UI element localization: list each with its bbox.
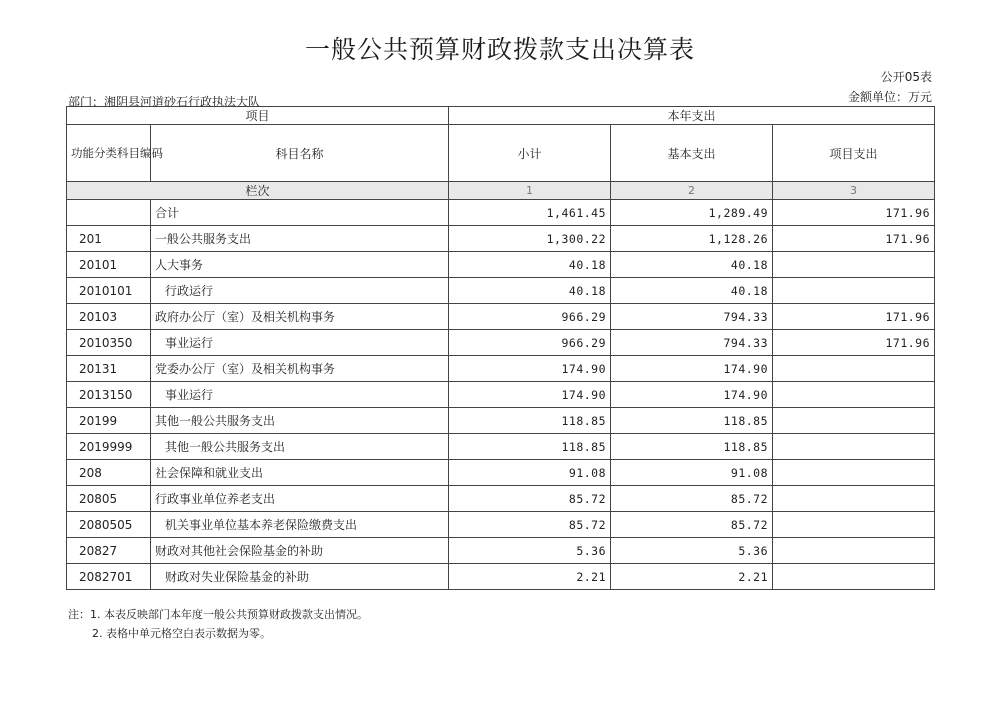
cell-basic: 174.90	[611, 382, 773, 408]
table-row	[67, 200, 935, 226]
header-project: 项目	[67, 107, 449, 125]
cell-code: 20101	[67, 252, 151, 278]
cell-basic: 40.18	[611, 278, 773, 304]
header-column-index: 栏次	[67, 182, 449, 200]
cell-code: 20805	[67, 486, 151, 512]
cell-code: 20131	[67, 356, 151, 382]
header-subtotal: 小计	[449, 125, 611, 182]
cell-project	[773, 512, 935, 538]
cell-code	[67, 200, 151, 226]
cell-name: 其他一般公共服务支出	[151, 434, 449, 460]
cell-name: 其他一般公共服务支出	[151, 408, 449, 434]
cell-code: 201	[67, 226, 151, 252]
cell-basic: 118.85	[611, 434, 773, 460]
cell-basic: 91.08	[611, 460, 773, 486]
cell-code: 208	[67, 460, 151, 486]
header-idx-3: 3	[773, 182, 935, 200]
cell-total: 1,461.45	[449, 200, 611, 226]
cell-code: 2010350	[67, 330, 151, 356]
cell-project	[773, 382, 935, 408]
table-row	[67, 512, 935, 538]
table-row	[67, 356, 935, 382]
cell-name: 社会保障和就业支出	[151, 460, 449, 486]
header-func-code: 功能分类科目编码	[67, 125, 151, 182]
cell-project: 171.96	[773, 226, 935, 252]
table-row	[67, 330, 935, 356]
cell-name: 事业运行	[151, 382, 449, 408]
cell-total: 966.29	[449, 304, 611, 330]
header-subject-name: 科目名称	[151, 125, 449, 182]
cell-basic: 1,128.26	[611, 226, 773, 252]
cell-code: 20103	[67, 304, 151, 330]
cell-code: 20199	[67, 408, 151, 434]
cell-total: 40.18	[449, 278, 611, 304]
table-row	[67, 304, 935, 330]
cell-code: 20827	[67, 538, 151, 564]
table-row	[67, 486, 935, 512]
cell-project	[773, 278, 935, 304]
cell-basic: 2.21	[611, 564, 773, 590]
table-row	[67, 460, 935, 486]
header-basic: 基本支出	[611, 125, 773, 182]
cell-project	[773, 434, 935, 460]
cell-basic: 794.33	[611, 330, 773, 356]
cell-project	[773, 486, 935, 512]
table-row	[67, 382, 935, 408]
cell-project	[773, 356, 935, 382]
cell-project	[773, 460, 935, 486]
cell-project: 171.96	[773, 200, 935, 226]
cell-name: 政府办公厅（室）及相关机构事务	[151, 304, 449, 330]
cell-project	[773, 252, 935, 278]
amount-unit: 金额单位：万元	[847, 90, 932, 104]
cell-basic: 174.90	[611, 356, 773, 382]
cell-total: 85.72	[449, 486, 611, 512]
cell-total: 40.18	[449, 252, 611, 278]
table-row	[67, 564, 935, 590]
cell-name: 人大事务	[151, 252, 449, 278]
cell-name: 事业运行	[151, 330, 449, 356]
table-row	[67, 278, 935, 304]
cell-total: 5.36	[449, 538, 611, 564]
note-2: 2. 表格中单元格空白表示数据为零。	[92, 627, 271, 640]
header-idx-2: 2	[611, 182, 773, 200]
header-row-index	[67, 182, 935, 200]
cell-total: 2.21	[449, 564, 611, 590]
cell-total: 966.29	[449, 330, 611, 356]
cell-name: 合计	[151, 200, 449, 226]
table-row	[67, 434, 935, 460]
cell-project	[773, 408, 935, 434]
cell-basic: 5.36	[611, 538, 773, 564]
header-row-1	[67, 107, 935, 125]
cell-name: 党委办公厅（室）及相关机构事务	[151, 356, 449, 382]
header-row-2	[67, 125, 935, 182]
expenditure-table	[66, 106, 935, 590]
cell-project	[773, 564, 935, 590]
table-row	[67, 252, 935, 278]
cell-total: 174.90	[449, 382, 611, 408]
cell-basic: 118.85	[611, 408, 773, 434]
page-title: 一般公共预算财政拨款支出决算表	[304, 35, 695, 64]
cell-code: 2010101	[67, 278, 151, 304]
header-idx-1: 1	[449, 182, 611, 200]
header-project-exp: 项目支出	[773, 125, 935, 182]
cell-project: 171.96	[773, 304, 935, 330]
cell-project	[773, 538, 935, 564]
cell-basic: 85.72	[611, 512, 773, 538]
cell-total: 1,300.22	[449, 226, 611, 252]
cell-total: 118.85	[449, 408, 611, 434]
note-1: 注：1. 本表反映部门本年度一般公共预算财政拨款支出情况。	[68, 608, 368, 621]
cell-name: 行政事业单位养老支出	[151, 486, 449, 512]
cell-basic: 794.33	[611, 304, 773, 330]
cell-code: 2080505	[67, 512, 151, 538]
notes	[68, 605, 368, 643]
header-current-year: 本年支出	[449, 107, 935, 125]
cell-total: 174.90	[449, 356, 611, 382]
cell-total: 85.72	[449, 512, 611, 538]
cell-name: 一般公共服务支出	[151, 226, 449, 252]
cell-basic: 40.18	[611, 252, 773, 278]
cell-total: 118.85	[449, 434, 611, 460]
table-row	[67, 226, 935, 252]
table-row	[67, 408, 935, 434]
cell-name: 财政对其他社会保险基金的补助	[151, 538, 449, 564]
cell-project: 171.96	[773, 330, 935, 356]
cell-code: 2019999	[67, 434, 151, 460]
table-row	[67, 538, 935, 564]
cell-basic: 1,289.49	[611, 200, 773, 226]
cell-basic: 85.72	[611, 486, 773, 512]
cell-name: 财政对失业保险基金的补助	[151, 564, 449, 590]
form-number: 公开05表	[880, 70, 932, 84]
cell-code: 2082701	[67, 564, 151, 590]
department-label: 部门：湘阴县河道砂石行政执法大队	[68, 95, 261, 109]
cell-code: 2013150	[67, 382, 151, 408]
cell-total: 91.08	[449, 460, 611, 486]
cell-name: 机关事业单位基本养老保险缴费支出	[151, 512, 449, 538]
cell-name: 行政运行	[151, 278, 449, 304]
